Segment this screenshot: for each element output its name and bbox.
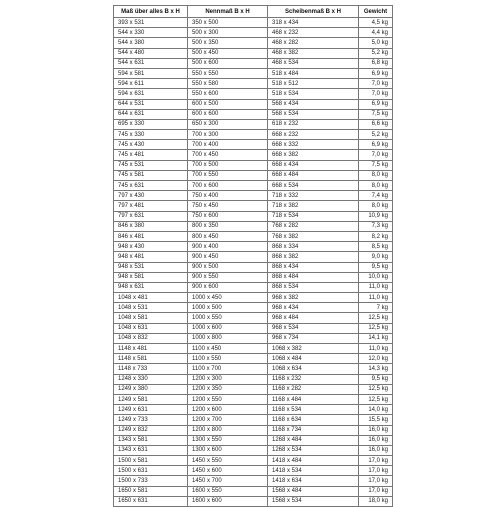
cell-nominal-size: 600 x 600 (188, 109, 268, 119)
table-row (114, 201, 393, 211)
cell-overall-size: 1500 x 733 (114, 476, 188, 486)
cell-overall-size: 846 x 481 (114, 231, 188, 241)
cell-weight: 14,1 kg (359, 333, 393, 343)
table-row (114, 466, 393, 476)
table-row (114, 293, 393, 303)
header-weight: Gewicht (359, 6, 393, 18)
cell-nominal-size: 1200 x 600 (188, 405, 268, 415)
cell-weight: 8,0 kg (359, 201, 393, 211)
cell-overall-size: 1048 x 631 (114, 323, 188, 333)
cell-weight: 17,0 kg (359, 486, 393, 496)
cell-overall-size: 745 x 581 (114, 170, 188, 180)
cell-overall-size: 544 x 380 (114, 38, 188, 48)
cell-overall-size: 644 x 531 (114, 99, 188, 109)
cell-pane-size: 1568 x 534 (268, 496, 359, 506)
table-row (114, 48, 393, 58)
cell-pane-size: 1268 x 484 (268, 435, 359, 445)
table-row (114, 333, 393, 343)
cell-weight: 12,5 kg (359, 394, 393, 404)
table-row (114, 18, 393, 28)
cell-pane-size: 668 x 534 (268, 181, 359, 191)
cell-nominal-size: 600 x 500 (188, 99, 268, 109)
cell-weight: 17,0 kg (359, 466, 393, 476)
cell-overall-size: 695 x 330 (114, 119, 188, 129)
cell-pane-size: 968 x 382 (268, 293, 359, 303)
cell-nominal-size: 900 x 600 (188, 282, 268, 292)
cell-nominal-size: 700 x 600 (188, 181, 268, 191)
cell-weight: 4,4 kg (359, 28, 393, 38)
table-row (114, 272, 393, 282)
cell-pane-size: 968 x 734 (268, 333, 359, 343)
table-row (114, 394, 393, 404)
cell-nominal-size: 1200 x 350 (188, 384, 268, 394)
header-pane-size: Scheibenmaß B x H (268, 6, 359, 18)
cell-overall-size: 1249 x 581 (114, 394, 188, 404)
cell-overall-size: 1343 x 581 (114, 435, 188, 445)
cell-overall-size: 393 x 531 (114, 18, 188, 28)
table-row (114, 486, 393, 496)
table-row (114, 221, 393, 231)
cell-pane-size: 1568 x 484 (268, 486, 359, 496)
cell-weight: 7,0 kg (359, 89, 393, 99)
table-row (114, 435, 393, 445)
table-row (114, 170, 393, 180)
table-row (114, 425, 393, 435)
table-row (114, 354, 393, 364)
cell-pane-size: 868 x 534 (268, 282, 359, 292)
cell-nominal-size: 1200 x 700 (188, 415, 268, 425)
cell-nominal-size: 1600 x 550 (188, 486, 268, 496)
table-row (114, 38, 393, 48)
cell-pane-size: 1418 x 484 (268, 456, 359, 466)
cell-nominal-size: 700 x 550 (188, 170, 268, 180)
cell-overall-size: 1048 x 481 (114, 293, 188, 303)
table-row (114, 130, 393, 140)
cell-weight: 7 kg (359, 303, 393, 313)
cell-weight: 6,9 kg (359, 140, 393, 150)
cell-nominal-size: 500 x 600 (188, 58, 268, 68)
cell-nominal-size: 1000 x 800 (188, 333, 268, 343)
dimensions-table (113, 5, 393, 507)
cell-overall-size: 745 x 631 (114, 181, 188, 191)
cell-weight: 12,0 kg (359, 354, 393, 364)
cell-pane-size: 768 x 282 (268, 221, 359, 231)
cell-weight: 5,2 kg (359, 130, 393, 140)
cell-nominal-size: 1000 x 450 (188, 293, 268, 303)
cell-nominal-size: 550 x 600 (188, 89, 268, 99)
cell-overall-size: 1500 x 631 (114, 466, 188, 476)
table-row (114, 344, 393, 354)
cell-weight: 7,5 kg (359, 160, 393, 170)
cell-weight: 7,3 kg (359, 221, 393, 231)
cell-nominal-size: 900 x 500 (188, 262, 268, 272)
cell-overall-size: 846 x 380 (114, 221, 188, 231)
cell-nominal-size: 1300 x 600 (188, 445, 268, 455)
cell-overall-size: 1048 x 832 (114, 333, 188, 343)
cell-nominal-size: 550 x 580 (188, 79, 268, 89)
cell-weight: 16,0 kg (359, 425, 393, 435)
cell-nominal-size: 750 x 450 (188, 201, 268, 211)
cell-nominal-size: 1200 x 550 (188, 394, 268, 404)
table-row (114, 58, 393, 68)
cell-overall-size: 745 x 531 (114, 160, 188, 170)
table-row (114, 364, 393, 374)
table-row (114, 384, 393, 394)
table-row (114, 160, 393, 170)
table-row (114, 242, 393, 252)
cell-weight: 16,0 kg (359, 445, 393, 455)
cell-pane-size: 318 x 434 (268, 18, 359, 28)
cell-overall-size: 797 x 481 (114, 201, 188, 211)
cell-pane-size: 518 x 512 (268, 79, 359, 89)
cell-pane-size: 1268 x 534 (268, 445, 359, 455)
cell-overall-size: 745 x 481 (114, 150, 188, 160)
cell-pane-size: 868 x 484 (268, 272, 359, 282)
cell-weight: 16,0 kg (359, 435, 393, 445)
cell-weight: 17,0 kg (359, 476, 393, 486)
cell-pane-size: 718 x 382 (268, 201, 359, 211)
cell-pane-size: 668 x 382 (268, 150, 359, 160)
cell-pane-size: 1168 x 734 (268, 425, 359, 435)
cell-nominal-size: 1450 x 550 (188, 456, 268, 466)
cell-overall-size: 948 x 631 (114, 282, 188, 292)
cell-nominal-size: 1200 x 800 (188, 425, 268, 435)
cell-overall-size: 948 x 581 (114, 272, 188, 282)
cell-weight: 12,5 kg (359, 313, 393, 323)
cell-nominal-size: 700 x 450 (188, 150, 268, 160)
cell-weight: 12,5 kg (359, 384, 393, 394)
cell-pane-size: 1068 x 634 (268, 364, 359, 374)
cell-nominal-size: 1450 x 600 (188, 466, 268, 476)
table-row (114, 313, 393, 323)
cell-pane-size: 1168 x 634 (268, 415, 359, 425)
cell-pane-size: 668 x 434 (268, 160, 359, 170)
cell-weight: 10,9 kg (359, 211, 393, 221)
cell-pane-size: 968 x 434 (268, 303, 359, 313)
cell-nominal-size: 900 x 450 (188, 252, 268, 262)
cell-nominal-size: 800 x 350 (188, 221, 268, 231)
cell-pane-size: 868 x 434 (268, 262, 359, 272)
table-row (114, 211, 393, 221)
table-row (114, 119, 393, 129)
cell-pane-size: 518 x 534 (268, 89, 359, 99)
cell-weight: 7,5 kg (359, 109, 393, 119)
cell-nominal-size: 550 x 550 (188, 68, 268, 78)
table-row (114, 282, 393, 292)
cell-weight: 7,0 kg (359, 79, 393, 89)
cell-nominal-size: 900 x 550 (188, 272, 268, 282)
cell-pane-size: 518 x 484 (268, 68, 359, 78)
cell-weight: 9,5 kg (359, 374, 393, 384)
table-row (114, 231, 393, 241)
table-body (114, 18, 393, 507)
table-row (114, 476, 393, 486)
cell-weight: 8,5 kg (359, 242, 393, 252)
table-row (114, 109, 393, 119)
cell-overall-size: 1148 x 733 (114, 364, 188, 374)
table-row (114, 99, 393, 109)
cell-pane-size: 618 x 232 (268, 119, 359, 129)
cell-overall-size: 948 x 531 (114, 262, 188, 272)
cell-weight: 12,5 kg (359, 323, 393, 333)
cell-weight: 17,0 kg (359, 456, 393, 466)
cell-overall-size: 544 x 631 (114, 58, 188, 68)
cell-overall-size: 1148 x 481 (114, 344, 188, 354)
cell-weight: 9,5 kg (359, 262, 393, 272)
cell-nominal-size: 1000 x 600 (188, 323, 268, 333)
header-nominal-size: Nennmaß B x H (188, 6, 268, 18)
cell-pane-size: 768 x 382 (268, 231, 359, 241)
cell-overall-size: 797 x 430 (114, 191, 188, 201)
cell-pane-size: 1068 x 484 (268, 354, 359, 364)
cell-overall-size: 1249 x 380 (114, 384, 188, 394)
cell-overall-size: 1148 x 581 (114, 354, 188, 364)
table-row (114, 303, 393, 313)
header-overall-size: Maß über alles B x H (114, 6, 188, 18)
table-row (114, 68, 393, 78)
table-row (114, 89, 393, 99)
cell-pane-size: 1168 x 484 (268, 394, 359, 404)
cell-pane-size: 868 x 382 (268, 252, 359, 262)
cell-weight: 15,5 kg (359, 415, 393, 425)
cell-overall-size: 1248 x 330 (114, 374, 188, 384)
cell-pane-size: 968 x 484 (268, 313, 359, 323)
cell-nominal-size: 800 x 450 (188, 231, 268, 241)
cell-overall-size: 594 x 611 (114, 79, 188, 89)
cell-pane-size: 468 x 282 (268, 38, 359, 48)
cell-overall-size: 544 x 330 (114, 28, 188, 38)
cell-overall-size: 1249 x 832 (114, 425, 188, 435)
cell-weight: 9,0 kg (359, 252, 393, 262)
cell-overall-size: 1650 x 581 (114, 486, 188, 496)
table-row (114, 415, 393, 425)
cell-weight: 11,0 kg (359, 282, 393, 292)
cell-overall-size: 948 x 481 (114, 252, 188, 262)
table-row (114, 445, 393, 455)
cell-overall-size: 594 x 631 (114, 89, 188, 99)
cell-overall-size: 745 x 330 (114, 130, 188, 140)
cell-weight: 10,0 kg (359, 272, 393, 282)
cell-nominal-size: 650 x 300 (188, 119, 268, 129)
cell-pane-size: 568 x 434 (268, 99, 359, 109)
cell-weight: 6,6 kg (359, 119, 393, 129)
cell-pane-size: 668 x 232 (268, 130, 359, 140)
cell-pane-size: 1418 x 534 (268, 466, 359, 476)
cell-overall-size: 1249 x 631 (114, 405, 188, 415)
cell-weight: 5,0 kg (359, 38, 393, 48)
table-row (114, 252, 393, 262)
cell-weight: 5,2 kg (359, 48, 393, 58)
table-row (114, 262, 393, 272)
cell-weight: 6,9 kg (359, 99, 393, 109)
cell-weight: 8,0 kg (359, 181, 393, 191)
cell-pane-size: 1418 x 634 (268, 476, 359, 486)
cell-weight: 11,0 kg (359, 344, 393, 354)
table-row (114, 150, 393, 160)
table-row (114, 191, 393, 201)
cell-weight: 6,9 kg (359, 68, 393, 78)
cell-pane-size: 1168 x 534 (268, 405, 359, 415)
cell-overall-size: 1249 x 733 (114, 415, 188, 425)
cell-overall-size: 644 x 631 (114, 109, 188, 119)
cell-pane-size: 1168 x 282 (268, 384, 359, 394)
cell-nominal-size: 1100 x 450 (188, 344, 268, 354)
cell-weight: 4,5 kg (359, 18, 393, 28)
cell-nominal-size: 700 x 500 (188, 160, 268, 170)
cell-weight: 18,0 kg (359, 496, 393, 506)
table-row (114, 456, 393, 466)
cell-overall-size: 797 x 631 (114, 211, 188, 221)
cell-nominal-size: 1000 x 500 (188, 303, 268, 313)
cell-nominal-size: 500 x 450 (188, 48, 268, 58)
cell-nominal-size: 500 x 300 (188, 28, 268, 38)
cell-nominal-size: 700 x 400 (188, 140, 268, 150)
cell-nominal-size: 1000 x 550 (188, 313, 268, 323)
cell-pane-size: 568 x 534 (268, 109, 359, 119)
cell-pane-size: 668 x 332 (268, 140, 359, 150)
cell-weight: 8,2 kg (359, 231, 393, 241)
cell-pane-size: 868 x 334 (268, 242, 359, 252)
table-row (114, 28, 393, 38)
cell-weight: 8,0 kg (359, 170, 393, 180)
cell-overall-size: 1048 x 531 (114, 303, 188, 313)
header-row (114, 6, 393, 18)
cell-nominal-size: 1600 x 600 (188, 496, 268, 506)
cell-pane-size: 968 x 534 (268, 323, 359, 333)
cell-weight: 6,8 kg (359, 58, 393, 68)
cell-weight: 7,4 kg (359, 191, 393, 201)
cell-nominal-size: 1300 x 550 (188, 435, 268, 445)
cell-nominal-size: 350 x 500 (188, 18, 268, 28)
table-row (114, 323, 393, 333)
cell-nominal-size: 900 x 400 (188, 242, 268, 252)
cell-nominal-size: 500 x 350 (188, 38, 268, 48)
cell-nominal-size: 750 x 400 (188, 191, 268, 201)
cell-overall-size: 1048 x 581 (114, 313, 188, 323)
cell-weight: 14,3 kg (359, 364, 393, 374)
cell-nominal-size: 1100 x 550 (188, 354, 268, 364)
table-row (114, 79, 393, 89)
table-row (114, 405, 393, 415)
cell-pane-size: 468 x 534 (268, 58, 359, 68)
cell-overall-size: 745 x 430 (114, 140, 188, 150)
cell-pane-size: 468 x 232 (268, 28, 359, 38)
cell-pane-size: 1068 x 382 (268, 344, 359, 354)
cell-pane-size: 668 x 484 (268, 170, 359, 180)
cell-weight: 14,0 kg (359, 405, 393, 415)
cell-pane-size: 718 x 332 (268, 191, 359, 201)
table-row (114, 374, 393, 384)
cell-pane-size: 1168 x 232 (268, 374, 359, 384)
cell-weight: 7,0 kg (359, 150, 393, 160)
cell-overall-size: 948 x 430 (114, 242, 188, 252)
cell-overall-size: 1500 x 581 (114, 456, 188, 466)
cell-nominal-size: 1450 x 700 (188, 476, 268, 486)
cell-nominal-size: 1100 x 700 (188, 364, 268, 374)
cell-nominal-size: 700 x 300 (188, 130, 268, 140)
cell-overall-size: 1343 x 631 (114, 445, 188, 455)
table-row (114, 496, 393, 506)
table-row (114, 140, 393, 150)
cell-weight: 11,0 kg (359, 293, 393, 303)
cell-overall-size: 544 x 480 (114, 48, 188, 58)
cell-pane-size: 468 x 382 (268, 48, 359, 58)
cell-nominal-size: 1200 x 300 (188, 374, 268, 384)
cell-pane-size: 718 x 534 (268, 211, 359, 221)
cell-overall-size: 1650 x 631 (114, 496, 188, 506)
table-row (114, 181, 393, 191)
cell-overall-size: 594 x 581 (114, 68, 188, 78)
cell-nominal-size: 750 x 600 (188, 211, 268, 221)
